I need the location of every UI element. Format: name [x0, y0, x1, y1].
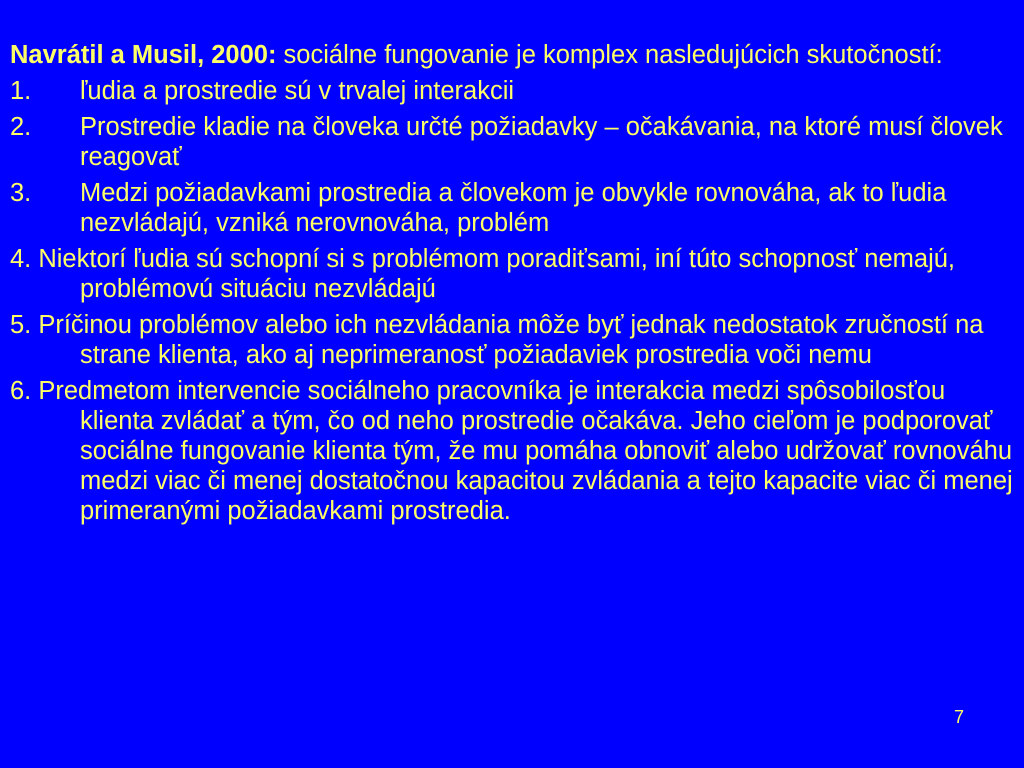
- slide-body: [10, 40, 1014, 532]
- citation: Navrátil a Musil, 2000:: [10, 41, 277, 69]
- item-number: 2.: [10, 113, 32, 141]
- intro-paragraph: [10, 40, 1014, 70]
- list-item-6: 6. Predmetom intervencie sociálneho pracovníka je interakcia medzi spôsobilosťou klienta zvládať a tým, čo od neho prostredie očakáva. Jeho cieľom je podporovať sociálne fungovanie klienta tým, že mu pomáha obnoviť alebo udržovať rovnováhu medzi viac či menej dostatočnou kapacitou zvládania a tejto kapacite viac či menej primeranými požiadavkami prostredia.: [10, 377, 1013, 525]
- item-number: 3.: [10, 179, 32, 207]
- item-text: Prostredie kladie na človeka určté požiadavky – očakávania, na ktoré musí človek reagovať: [80, 113, 1003, 171]
- item-text: Medzi požiadavkami prostredia a človekom je obvykle rovnováha, ak to ľudia nezvládajú, vzniká nerovnováha, problém: [80, 179, 947, 237]
- intro-text: sociálne fungovanie je komplex nasledujúcich skutočností:: [276, 41, 943, 69]
- list-item-1: [10, 76, 1014, 106]
- page-number: 7: [953, 707, 964, 727]
- list-item-3: [10, 178, 1014, 238]
- item-text: ľudia a prostredie sú v trvalej interakcii: [80, 77, 515, 105]
- list-item-4: 4. Niektorí ľudia sú schopní si s problémom poradiťsami, iní túto schopnosť nemajú, problémovú situáciu nezvládajú: [10, 245, 956, 303]
- item-number: 1.: [10, 77, 32, 105]
- list-item-5: 5. Príčinou problémov alebo ich nezvládania môže byť jednak nedostatok zručností na strane klienta, ako aj neprimeranosť požiadaviek prostredia voči nemu: [10, 311, 984, 369]
- list-item-2: [10, 112, 1014, 172]
